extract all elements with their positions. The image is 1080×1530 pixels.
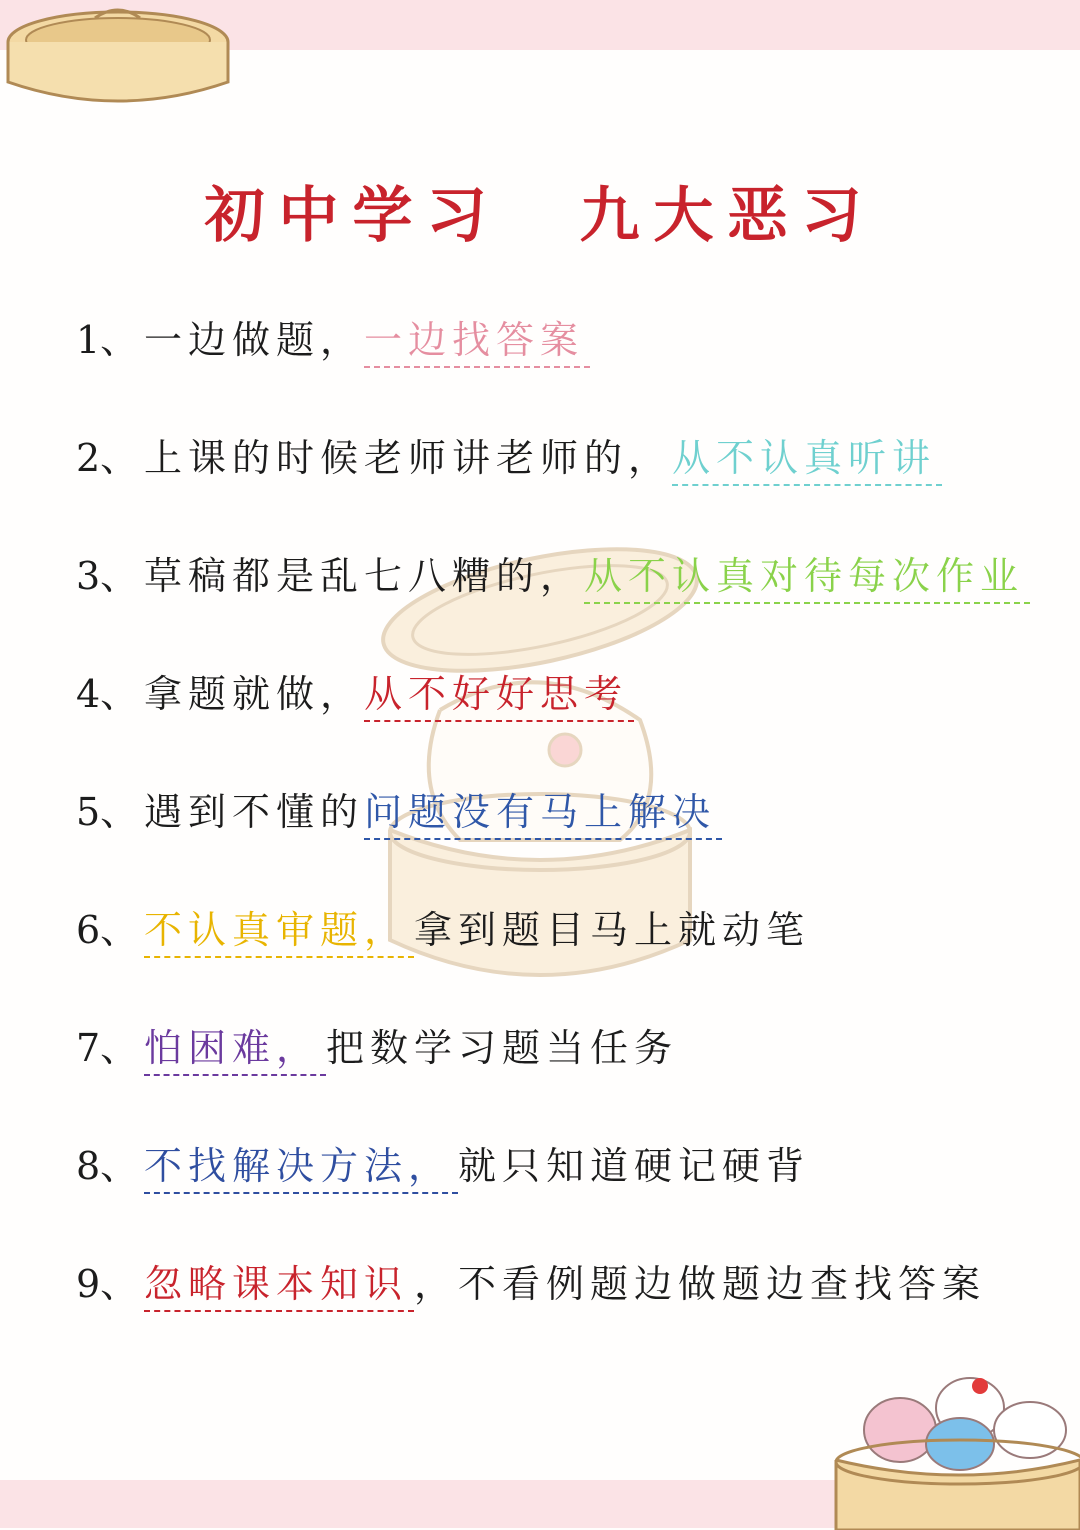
list-item — [76, 1134, 810, 1198]
item-text-after: 就只知道硬记硬背 — [458, 1144, 811, 1188]
title-part-2: 九大恶习 — [579, 181, 876, 251]
list-item — [76, 544, 1030, 608]
item-text: 草稿都是乱七八糟的， — [144, 554, 585, 598]
item-highlight: 从不认真对待每次作业 — [584, 550, 1030, 604]
steamer-characters-icon — [820, 1360, 1080, 1530]
item-highlight: 不认真审题， — [144, 904, 414, 958]
page-title — [0, 168, 1080, 254]
item-number: 3、 — [76, 554, 139, 598]
item-number: 6、 — [76, 908, 139, 952]
list-item — [76, 308, 590, 372]
item-text-after: ，不看例题边做题边查找答案 — [414, 1262, 987, 1306]
item-highlight: 怕困难， — [144, 1022, 326, 1076]
title-part-1: 初中学习 — [204, 181, 501, 251]
list-item — [76, 780, 722, 844]
steamer-lid-icon — [0, 0, 240, 120]
item-text-after: 拿到题目马上就动笔 — [414, 908, 811, 952]
item-highlight: 不找解决方法， — [144, 1140, 458, 1194]
list-item — [76, 662, 634, 726]
list-item — [76, 426, 942, 490]
list-item — [76, 1016, 678, 1080]
item-text: 拿题就做， — [144, 672, 365, 716]
item-text: 一边做题， — [144, 318, 365, 362]
item-number: 7、 — [76, 1026, 139, 1070]
item-number: 5、 — [76, 790, 139, 834]
item-number: 1、 — [76, 318, 139, 362]
list-item — [76, 1252, 986, 1316]
item-highlight: 从不认真听讲 — [672, 432, 942, 486]
item-highlight: 问题没有马上解决 — [364, 786, 722, 840]
item-highlight: 一边找答案 — [364, 314, 590, 368]
item-number: 2、 — [76, 436, 139, 480]
item-highlight: 忽略课本知识 — [144, 1258, 414, 1312]
item-text: 上课的时候老师讲老师的， — [144, 436, 673, 480]
item-number: 9、 — [76, 1262, 139, 1306]
item-number: 8、 — [76, 1144, 139, 1188]
item-text-after: 把数学习题当任务 — [326, 1026, 679, 1070]
item-text: 遇到不懂的 — [144, 790, 365, 834]
list-item — [76, 898, 810, 962]
item-highlight: 从不好好思考 — [364, 668, 634, 722]
item-number: 4、 — [76, 672, 139, 716]
